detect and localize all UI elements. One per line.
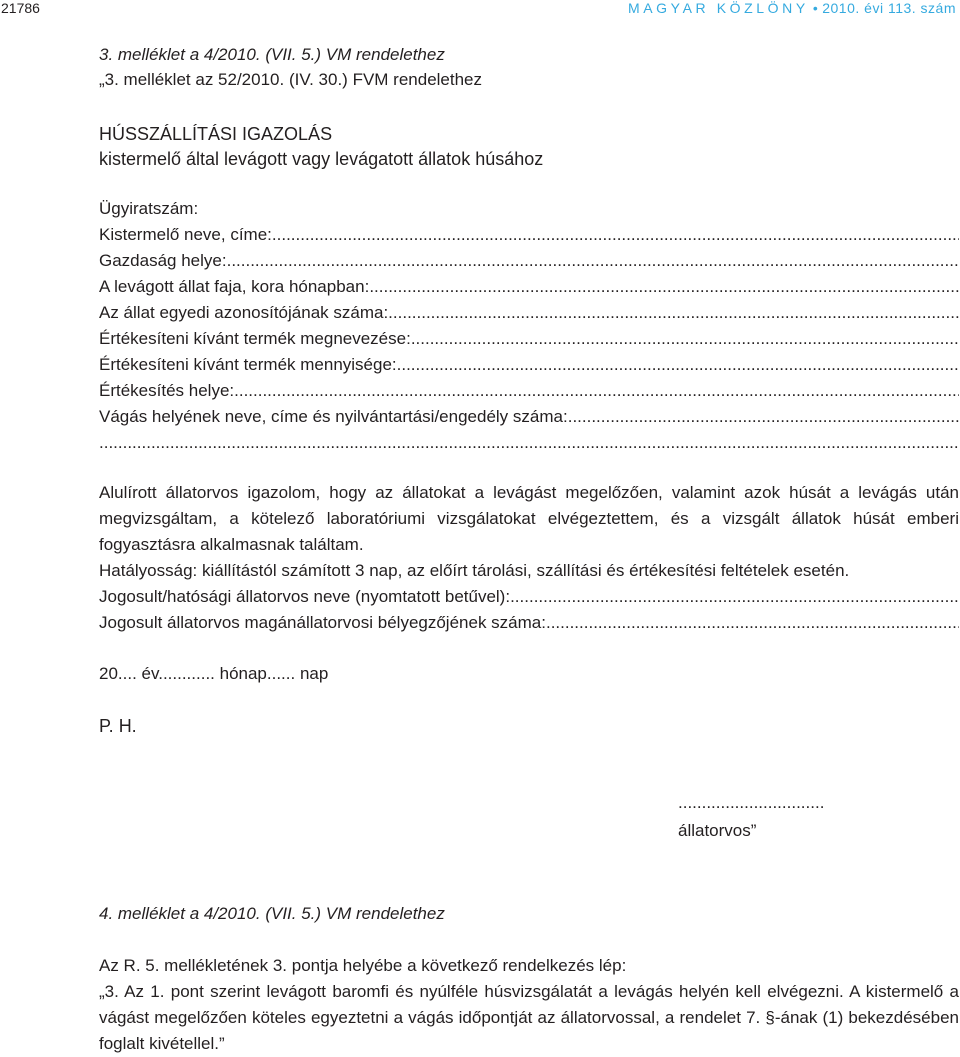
field-label: Kistermelő neve, címe: [99,225,272,244]
fill-dots [568,404,959,430]
page-number: 21786 [1,0,40,16]
annex3-amended-reference: „3. melléklet az 52/2010. (IV. 30.) FVM rendelethez [99,70,483,89]
field-slaughter-place [99,404,959,430]
certificate-subtitle: kistermelő által levágott vagy levágatott állatok húsához [99,149,544,169]
fill-dots [388,300,959,326]
annex4-provision-text: „3. Az 1. pont szerint levágott baromfi és nyúlféle húsvizsgálatát a levágás helyén kell elvégezni. A kistermelő a vágást megelőzően köteles egyeztetni a vágás időpontját az állatorvossal, a rendelet 7. §-ának (1) bekezdésében foglalt kivétellel.” [99,982,959,1053]
stamp-placeholder: P. H. [99,716,137,736]
annex3-reference: 3. melléklet a 4/2010. (VII. 5.) VM rendelethez [99,45,445,64]
fill-dots [369,274,959,300]
field-label: Ügyiratszám: [99,199,199,218]
field-label: Gazdaság helye: [99,251,227,270]
fill-dots [234,378,959,404]
issue-label: 2010. évi 113. szám [822,0,956,16]
annex4-reference: 4. melléklet a 4/2010. (VII. 5.) VM rendelethez [99,904,445,923]
field-label: Értékesítés helye: [99,381,235,400]
field-product-quantity [99,352,959,378]
fill-dots-line [99,432,959,454]
field-label: Értékesíteni kívánt termék mennyisége: [99,355,397,374]
field-label: Jogosult állatorvos magánállatorvosi bélyegzőjének száma: [99,613,546,632]
fill-dots [546,610,959,636]
field-sale-location [99,378,959,404]
fill-dots [411,326,959,352]
certificate-title: HÚSSZÁLLÍTÁSI IGAZOLÁS [99,124,333,144]
fill-dots [227,248,959,274]
date-line: 20.... év............ hónap...... nap [99,664,329,683]
field-producer-name [99,222,959,248]
field-animal-id [99,300,959,326]
field-farm-location [99,248,959,274]
declaration-text: Alulírott állatorvos igazolom, hogy az állatokat a levágást megelőzően, valamint azok húsát a levágás után megvizsgáltam, a kötelező laboratóriumi vizsgálatokat elvégeztettem, és a vizsgált állatok húsát emberi fogyasztásra alkalmasnak találtam. [99,483,959,554]
field-file-number [99,196,959,222]
fill-dots [272,222,959,248]
annex4-intro: Az R. 5. mellékletének 3. pontja helyébe a következő rendelkezés lép: [99,956,627,975]
bullet-icon: • [812,0,819,16]
field-product-name [99,326,959,352]
field-label: Vágás helyének neve, címe és nyilvántartási/engedély száma: [99,407,568,426]
field-vet-stamp [99,610,959,636]
field-label: A levágott állat faja, kora hónapban: [99,277,370,296]
field-label: Az állat egyedi azonosítójának száma: [99,303,389,322]
fill-dots [397,352,959,378]
signature-label: állatorvos” [678,821,757,840]
field-label: Értékesíteni kívánt termék megnevezése: [99,329,411,348]
running-header [628,0,956,16]
fill-dots [510,584,959,610]
field-label: Jogosult/hatósági állatorvos neve (nyomtatott betűvel): [99,587,511,606]
validity-text: Hatályosság: kiállítástól számított 3 nap, az előírt tárolási, szállítási és értékesítési feltételek esetén. [99,561,850,580]
field-vet-name [99,584,959,610]
field-animal-species-age [99,274,959,300]
signature-line: ............................... [678,793,825,812]
journal-name: MAGYAR KÖZLÖNY [627,0,809,16]
